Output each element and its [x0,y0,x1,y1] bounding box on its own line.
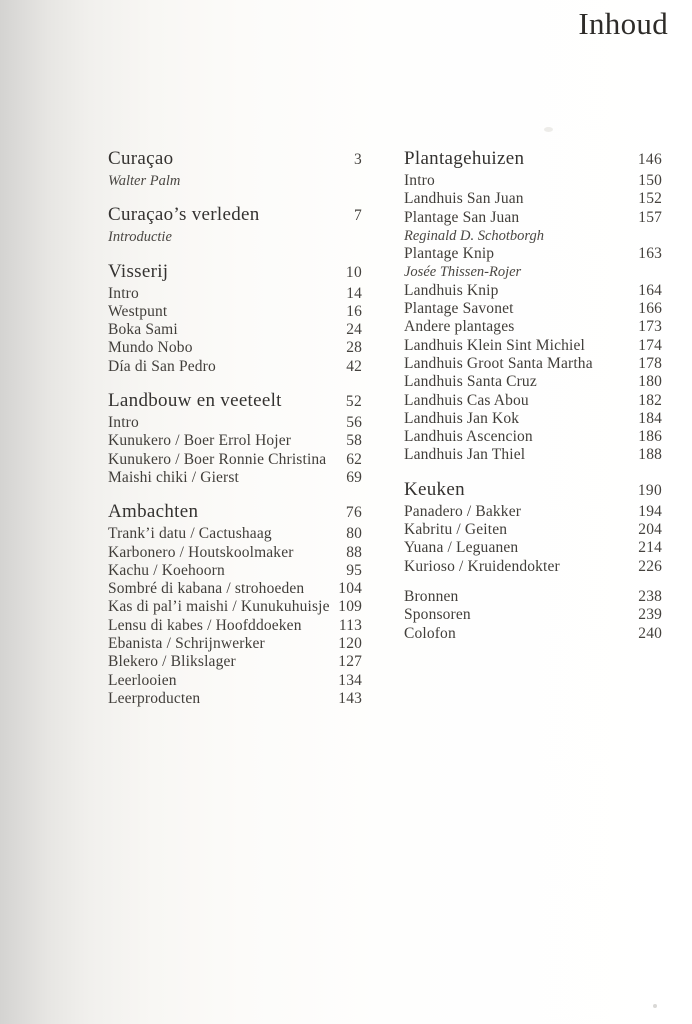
toc-entry [108,598,362,616]
toc-entry-page: 113 [338,616,362,634]
toc-entry-label: Landhuis Cas Abou [404,391,529,409]
toc-group [108,388,362,487]
toc-entry-label: Sponsoren [404,606,471,624]
toc-entry-label: Andere plantages [404,318,515,336]
toc-entry-label: Josée Thissen-Rojer [404,264,522,281]
toc-entry [404,373,662,391]
toc-entry-page: 146 [637,151,662,168]
toc-entry-label: Mundo Nobo [108,339,193,357]
toc-entry [108,414,362,432]
page-title: Inhoud [578,6,668,41]
toc-entry [108,672,362,690]
toc-entry-page: 56 [346,414,362,432]
toc-entry-label: Plantage San Juan [404,208,520,226]
toc-entry [404,337,662,355]
toc-entry-page: 58 [346,432,362,450]
toc-entry-page: 76 [345,504,362,522]
toc-entry-page: 134 [338,671,362,689]
toc-entry-page: 127 [338,653,362,671]
toc-entry [108,358,362,376]
toc-entry-label: Reginald D. Schotborgh [404,227,545,244]
toc-entry-page: 186 [638,428,662,446]
toc-entry [108,321,362,339]
toc-entry-page: 143 [338,689,362,707]
toc-entry-label: Kunukero / Boer Ronnie Christina [108,450,327,468]
toc-entry-page: 104 [338,580,362,598]
toc-entry [404,263,662,281]
toc-entry-page: 24 [346,321,362,339]
toc-entry-page: 28 [346,339,362,357]
toc-entry-page: 42 [346,357,362,375]
toc-entry [404,503,662,521]
toc-entry-page: 80 [346,525,362,543]
toc-entry-label: Sombré di kabana / strohoeden [108,580,305,598]
toc-entry-page: 62 [346,450,362,468]
toc-entry [108,499,362,525]
toc-entry [404,300,662,318]
toc-entry [108,635,362,653]
toc-entry-label: Colofon [404,624,456,642]
toc-entry-page: 173 [638,318,662,336]
toc-entry [404,625,662,643]
toc-entry-label: Plantagehuizen [404,148,525,169]
toc-entry [108,469,362,487]
toc-entry [404,209,662,227]
scan-blemish [653,1004,657,1008]
toc-entry [404,539,662,557]
toc-entry [404,558,662,576]
toc-entry [108,544,362,562]
toc-entry-label: Leerproducten [108,689,201,707]
toc-entry-page: 190 [637,481,662,499]
toc-entry-page: 194 [638,502,662,520]
toc-entry [108,228,362,246]
toc-entry-page: 88 [346,543,362,561]
toc-entry [108,617,362,635]
toc-entry-page: 3 [353,151,362,168]
toc-entry [108,432,362,450]
toc-entry-label: Westpunt [108,302,168,320]
toc-entry-page: 239 [638,606,662,624]
toc-entry-label: Plantage Savonet [404,300,514,318]
toc-entry-page: 157 [638,208,662,226]
toc-entry [404,606,662,624]
toc-entry [108,259,362,285]
toc-entry [108,580,362,598]
toc-entry-label: Kunukero / Boer Errol Hojer [108,432,292,450]
toc-entry-page: 16 [346,302,362,320]
toc-entry-label: Kurioso / Kruidendokter [404,557,560,575]
toc-entry-label: Curaçao’s verleden [108,204,260,226]
toc-entry [108,202,362,228]
toc-entry-page: 52 [345,393,362,411]
toc-entry [404,392,662,410]
toc-entry [404,428,662,446]
toc-entry [108,388,362,414]
toc-entry [404,172,662,190]
toc-entry [108,653,362,671]
toc-entry-label: Keuken [404,478,465,500]
toc-entry [404,146,662,172]
toc-entry-page: 240 [638,624,662,642]
toc-entry-label: Landbouw en veeteelt [108,390,282,412]
toc-entry-label: Karbonero / Houtskoolmaker [108,543,294,561]
toc-entry [404,282,662,300]
toc-entry [404,410,662,428]
toc-entry-label: Lensu di kabes / Hoofddoeken [108,616,302,634]
toc-entry-label: Maishi chiki / Gierst [108,468,240,486]
toc-entry-page: 166 [638,300,662,318]
toc-entry-label: Panadero / Bakker [404,502,522,520]
toc-entry-label: Intro [404,172,435,189]
toc-entry-label: Curaçao [108,148,174,169]
toc-entry-page: 204 [638,521,662,539]
toc-entry [108,525,362,543]
toc-entry-page: 7 [353,207,362,225]
toc-entry-page: 69 [346,468,362,486]
toc-group [404,146,662,465]
toc-entry-label: Kachu / Koehoorn [108,561,225,579]
toc-entry-label: Landhuis Groot Santa Martha [404,354,593,372]
toc-entry-label: Intro [108,414,139,432]
toc-entry-label: Leerlooien [108,671,177,689]
toc-entry [404,588,662,606]
toc-entry-label: Ambachten [108,501,199,523]
toc-entry-label: Día di San Pedro [108,357,216,375]
toc-entry-page: 214 [638,539,662,557]
toc-entry-page: 238 [638,587,662,605]
toc-group [108,259,362,376]
toc-entry-label: Landhuis Knip [404,281,499,299]
toc-group [108,499,362,708]
toc-entry-page: 182 [638,391,662,409]
toc-entry [108,451,362,469]
toc-entry-page: 109 [338,598,362,616]
scan-blemish [544,127,553,132]
toc-entry-label: Intro [108,284,139,302]
toc-entry-page: 184 [638,409,662,427]
toc-entry-page: 174 [638,336,662,354]
toc-column-left [108,146,362,720]
toc-entry-label: Ebanista / Schrijnwerker [108,635,265,653]
toc-entry [108,303,362,321]
toc-entry-page: 120 [338,635,362,653]
toc-entry-label: Walter Palm [108,173,181,189]
toc-entry [404,190,662,208]
toc-entry [404,521,662,539]
toc-entry-label: Introductie [108,229,172,246]
toc-entry [108,690,362,708]
toc-entry [404,477,662,503]
toc-entry [404,446,662,464]
toc-entry-label: Landhuis Santa Cruz [404,373,537,391]
table-of-contents [108,146,662,720]
toc-entry-label: Landhuis San Juan [404,190,524,208]
toc-entry [108,562,362,580]
toc-entry [404,318,662,336]
toc-entry-page: 180 [638,373,662,391]
toc-entry-label: Trank’i datu / Cactushaag [108,525,272,543]
toc-column-right [404,146,662,720]
toc-entry-label: Kas di pal’i maishi / Kunukuhuisje [108,598,330,616]
toc-group [108,146,362,190]
toc-entry [404,227,662,245]
toc-entry [404,355,662,373]
toc-entry-page: 95 [346,561,362,579]
toc-entry-page: 150 [638,172,662,189]
toc-entry-label: Landhuis Jan Thiel [404,446,526,464]
toc-group [404,477,662,576]
toc-entry-label: Yuana / Leguanen [404,539,519,557]
toc-entry-label: Visserij [108,260,169,282]
toc-entry-page: 188 [638,446,662,464]
toc-group [108,202,362,246]
toc-group [404,588,662,643]
toc-entry-label: Bronnen [404,587,459,605]
toc-entry-page: 152 [638,190,662,208]
toc-entry-page: 14 [346,284,362,302]
toc-entry-label: Plantage Knip [404,245,495,263]
toc-entry-label: Blekero / Blikslager [108,653,236,671]
toc-entry [108,285,362,303]
toc-entry-label: Landhuis Jan Kok [404,409,520,427]
toc-entry-page: 226 [638,557,662,575]
toc-entry-page: 164 [638,281,662,299]
toc-entry-label: Kabritu / Geiten [404,521,508,539]
toc-entry-page: 163 [638,245,662,263]
toc-entry-label: Boka Sami [108,321,178,339]
toc-entry-label: Landhuis Ascencion [404,428,533,446]
toc-entry [108,172,362,190]
toc-entry-page: 10 [345,263,362,281]
toc-entry [108,146,362,172]
toc-entry-label: Landhuis Klein Sint Michiel [404,336,585,354]
toc-entry [108,339,362,357]
toc-entry [404,245,662,263]
toc-entry-page: 178 [638,354,662,372]
